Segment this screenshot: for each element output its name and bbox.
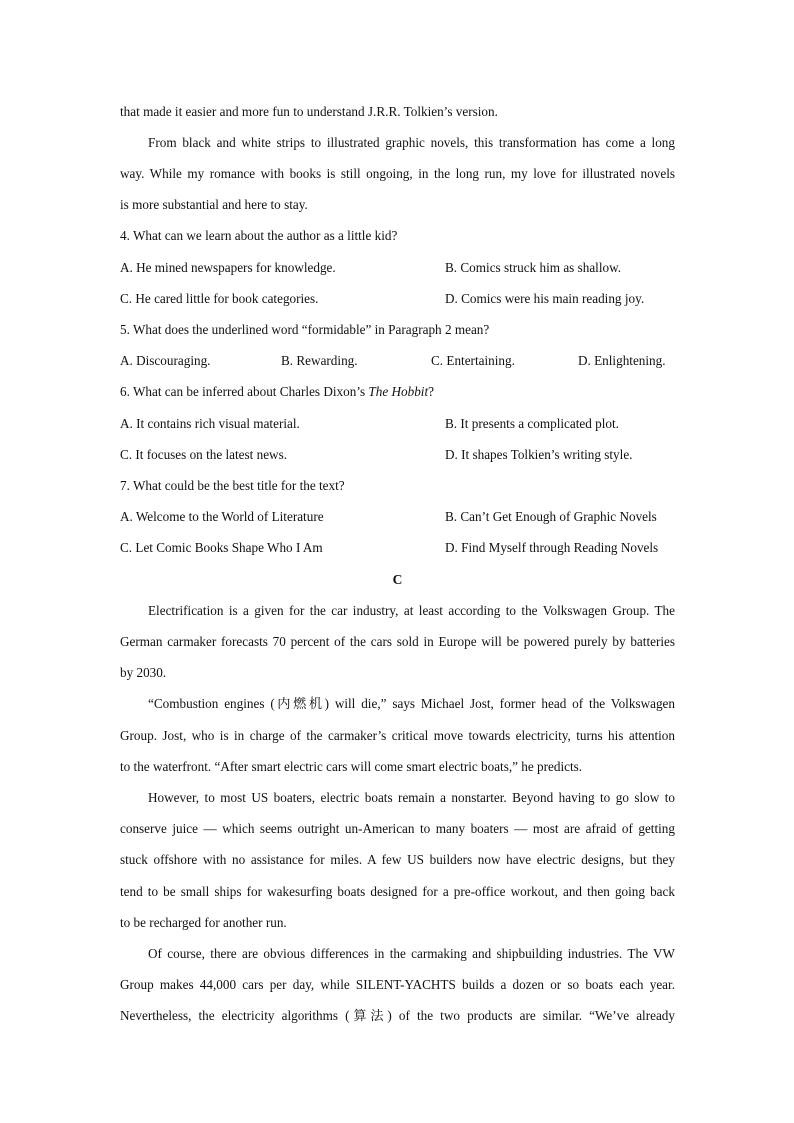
question-6-stem — [120, 384, 434, 400]
question-6-option-c: C. It focuses on the latest news. — [120, 447, 288, 462]
question-7-option-d: D. Find Myself through Reading Novels — [445, 540, 659, 555]
question-7-option-a: A. Welcome to the World of Literature — [120, 509, 324, 524]
question-5-options-row — [120, 353, 675, 369]
section-c-line: Electrification is a given for the car industry, at least according to the Volkswagen Group. The — [148, 603, 675, 618]
section-c-line: tend to be small ships for wakesurfing boats designed for a pre-office workout, and then going back — [120, 884, 675, 899]
question-6-options-row-1 — [120, 416, 675, 432]
section-c-line: However, to most US boaters, electric boats remain a nonstarter. Beyond having to go slow to — [148, 790, 675, 805]
question-7-option-b: B. Can’t Get Enough of Graphic Novels — [445, 509, 657, 524]
question-7-options-row-2 — [120, 540, 675, 556]
question-4-options-row-1 — [120, 260, 675, 276]
question-5-stem: 5. What does the underlined word “formidable” in Paragraph 2 mean? — [120, 322, 490, 337]
section-c-line: to be recharged for another run. — [120, 915, 287, 930]
question-4-option-c: C. He cared little for book categories. — [120, 291, 319, 306]
question-6-book-title: The Hobbit — [368, 384, 429, 399]
question-7-option-c: C. Let Comic Books Shape Who I Am — [120, 540, 323, 555]
question-4-option-d: D. Comics were his main reading joy. — [445, 291, 645, 306]
question-4-option-b: B. Comics struck him as shallow. — [445, 260, 622, 275]
section-c-line: stuck offshore with no assistance for miles. A few US builders now have electric designs, but they — [120, 852, 675, 867]
question-5-option-a: A. Discouraging. — [120, 353, 211, 368]
question-6-stem-text: 6. What can be inferred about Charles Dixon’s — [120, 384, 369, 399]
section-c-line: Group makes 44,000 cars per day, while SILENT-YACHTS builds a dozen or so boats each year. — [120, 977, 675, 992]
question-4-stem: 4. What can we learn about the author as a little kid? — [120, 228, 398, 243]
passage-b-line: that made it easier and more fun to understand J.R.R. Tolkien’s version. — [120, 104, 498, 119]
section-c-line: by 2030. — [120, 665, 167, 680]
section-c-line: Of course, there are obvious differences in the carmaking and shipbuilding industries. The VW — [148, 946, 675, 961]
section-c-line: to the waterfront. “After smart electric cars will come smart electric boats,” he predicts. — [120, 759, 583, 774]
question-5-option-c: C. Entertaining. — [431, 353, 515, 368]
section-c-line: Group. Jost, who is in charge of the carmaker’s critical move towards electricity, turns his attention — [120, 728, 675, 743]
question-6-stem-end: ? — [428, 384, 434, 399]
passage-b-line: From black and white strips to illustrated graphic novels, this transformation has come a long — [148, 135, 675, 150]
question-5-option-d: D. Enlightening. — [578, 353, 666, 368]
question-4-option-a: A. He mined newspapers for knowledge. — [120, 260, 336, 275]
question-4-options-row-2 — [120, 291, 675, 307]
question-7-options-row-1 — [120, 509, 675, 525]
section-c-heading: C — [392, 572, 403, 587]
question-7-stem: 7. What could be the best title for the text? — [120, 478, 345, 493]
passage-b-line: way. While my romance with books is still ongoing, in the long run, my love for illustrated novels — [120, 166, 675, 181]
question-6-option-d: D. It shapes Tolkien’s writing style. — [445, 447, 633, 462]
section-c-line: conserve juice — which seems outright un-American to many boaters — most are afraid of getting — [120, 821, 675, 836]
question-6-options-row-2 — [120, 447, 675, 463]
question-5-option-b: B. Rewarding. — [281, 353, 358, 368]
section-c-line: Nevertheless, the electricity algorithms (算法) of the two products are similar. “We’ve already — [120, 1008, 675, 1023]
section-c-line: “Combustion engines (内燃机) will die,” says Michael Jost, former head of the Volkswagen — [148, 696, 675, 711]
question-6-option-b: B. It presents a complicated plot. — [445, 416, 619, 431]
section-c-line: German carmaker forecasts 70 percent of the cars sold in Europe will be powered purely by batteries — [120, 634, 675, 649]
passage-b-line: is more substantial and here to stay. — [120, 197, 308, 212]
question-6-option-a: A. It contains rich visual material. — [120, 416, 300, 431]
